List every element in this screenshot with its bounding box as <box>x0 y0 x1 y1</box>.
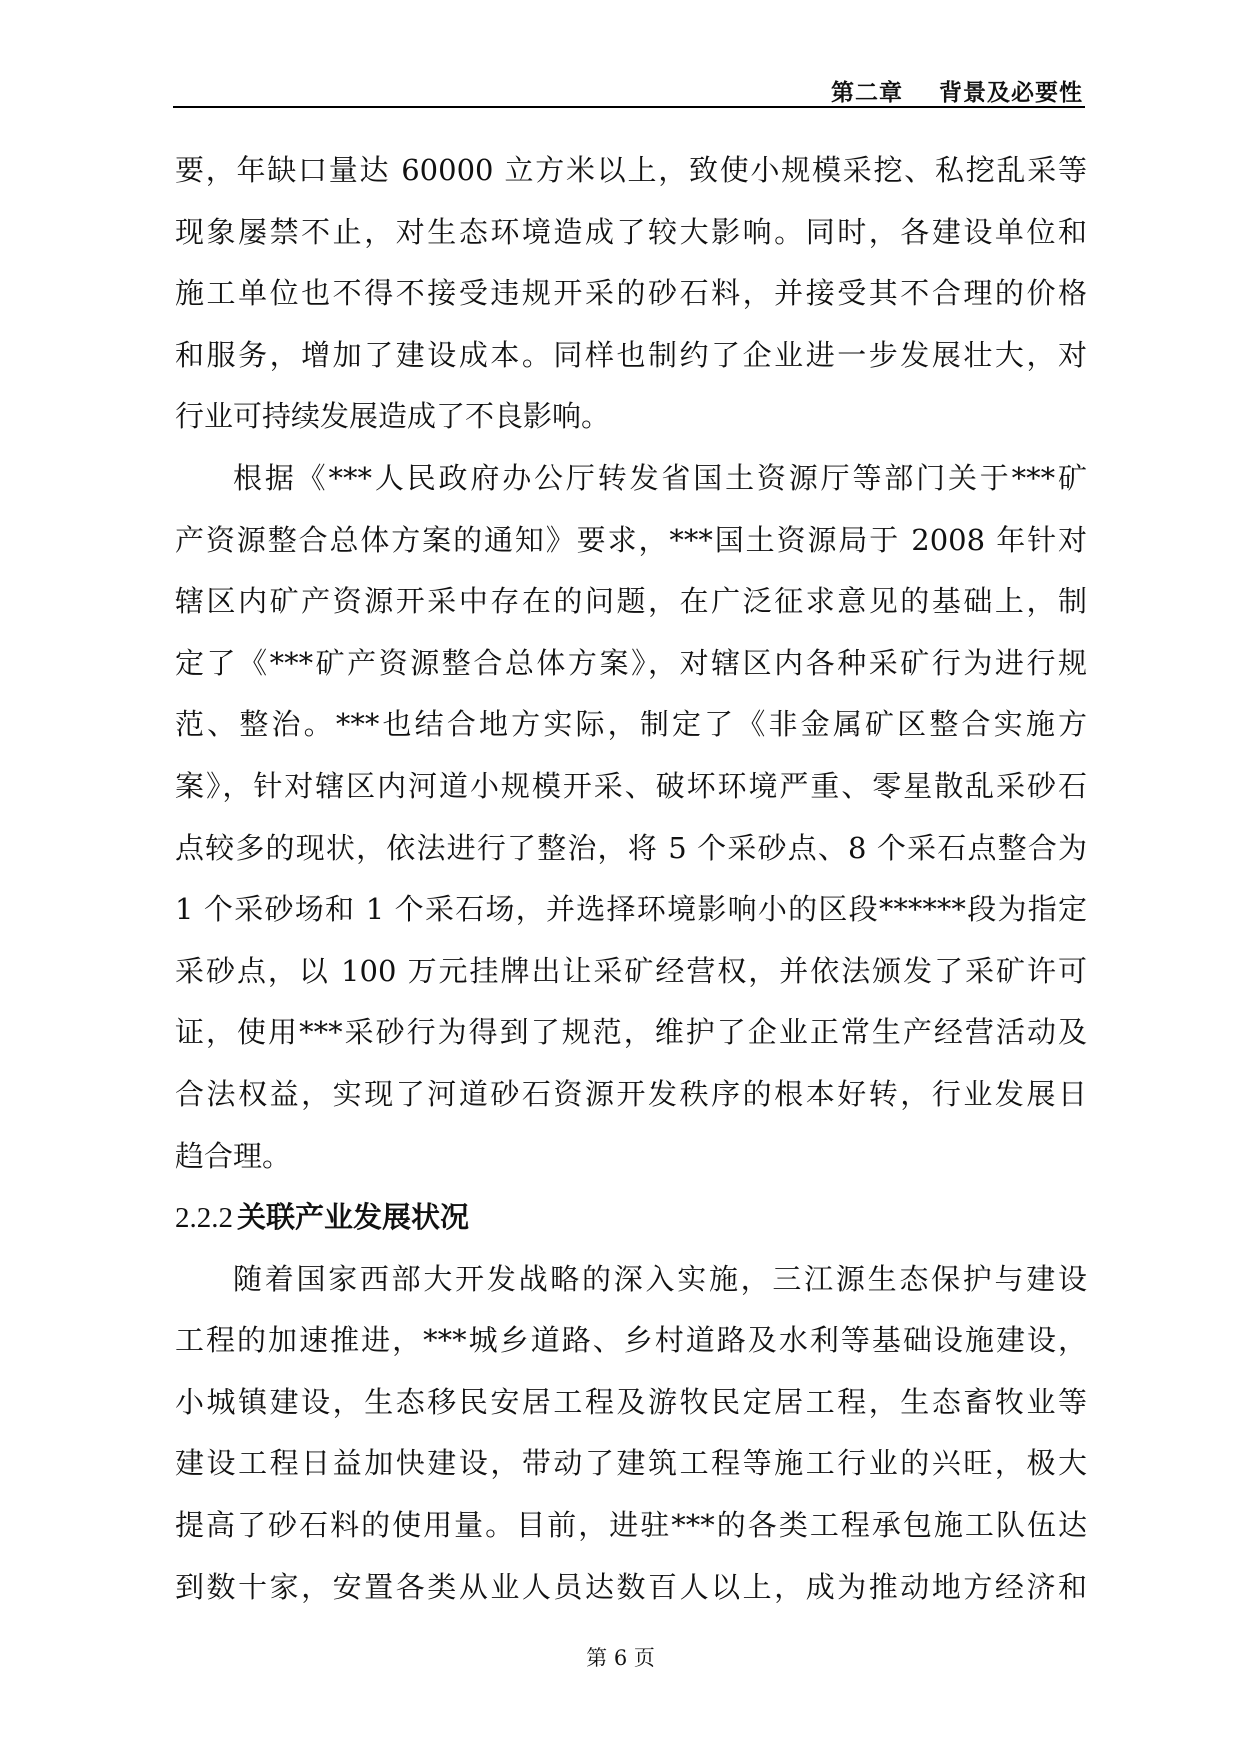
text-line: 要，年缺口量达 60000 立方米以上，致使小规模采挖、私挖乱采等 <box>175 153 1087 187</box>
text-line: 施工单位也不得不接受违规开采的砂石料，并接受其不合理的价格 <box>175 276 1087 311</box>
page-header <box>173 66 1085 108</box>
text-line: 随着国家西部大开发战略的深入实施，三江源生态保护与建设 <box>233 1261 1087 1296</box>
text-line: 建设工程日益加快建设，带动了建筑工程等施工行业的兴旺，极大 <box>175 1446 1087 1481</box>
section-number: 2.2.2 <box>175 1202 233 1235</box>
page-number: 第 6 页 <box>586 1646 655 1670</box>
text-line: 提高了砂石料的使用量。目前，进驻***的各类工程承包施工队伍达 <box>175 1508 1087 1543</box>
text-line: 产资源整合总体方案的通知》要求，***国土资源局于 2008 年针对 <box>175 522 1087 557</box>
text-line: 小城镇建设，生态移民安居工程及游牧民定居工程，生态畜牧业等 <box>175 1384 1087 1419</box>
text-line: 趋合理。 <box>175 1138 292 1173</box>
chapter-title: 第二章 背景及必要性 <box>830 79 1083 106</box>
text-line: 定了《***矿产资源整合总体方案》，对辖区内各种采矿行为进行规 <box>175 645 1087 680</box>
text-line: 行业可持续发展造成了不良影响。 <box>175 399 611 434</box>
text-line: 采砂点，以 100 万元挂牌出让采矿经营权，并依法颁发了采矿许可 <box>175 953 1087 988</box>
paragraph <box>175 448 1087 1187</box>
text-line: 合法权益，实现了河道砂石资源开发秩序的根本好转，行业发展日 <box>175 1076 1087 1111</box>
text-line: 案》，针对辖区内河道小规模开采、破坏环境严重、零星散乱采砂石 <box>175 768 1087 803</box>
text-line: 根据《***人民政府办公厅转发省国土资源厅等部门关于***矿 <box>233 460 1087 495</box>
document-body <box>175 140 1087 1618</box>
section-title: 关联产业发展状况 <box>237 1200 470 1235</box>
text-line: 工程的加速推进，***城乡道路、乡村道路及水利等基础设施建设， <box>175 1323 1087 1358</box>
text-line: 现象屡禁不止，对生态环境造成了较大影响。同时，各建设单位和 <box>175 214 1087 249</box>
paragraph <box>175 140 1087 448</box>
section-heading <box>175 1187 1087 1249</box>
text-line: 和服务，增加了建设成本。同样也制约了企业进一步发展壮大，对 <box>175 337 1087 372</box>
text-line: 辖区内矿产资源开采中存在的问题，在广泛征求意见的基础上，制 <box>175 584 1087 619</box>
text-line: 1 个采砂场和 1 个采石场，并选择环境影响小的区段******段为指定 <box>175 892 1087 927</box>
text-line: 范、整治。***也结合地方实际，制定了《非金属矿区整合实施方 <box>175 707 1087 742</box>
text-line: 证，使用***采砂行为得到了规范，维护了企业正常生产经营活动及 <box>175 1015 1087 1050</box>
text-line: 点较多的现状，依法进行了整治，将 5 个采砂点、8 个采石点整合为 <box>175 830 1087 865</box>
text-line: 到数十家，安置各类从业人员达数百人以上，成为推动地方经济和 <box>175 1569 1087 1604</box>
paragraph <box>175 1249 1087 1619</box>
